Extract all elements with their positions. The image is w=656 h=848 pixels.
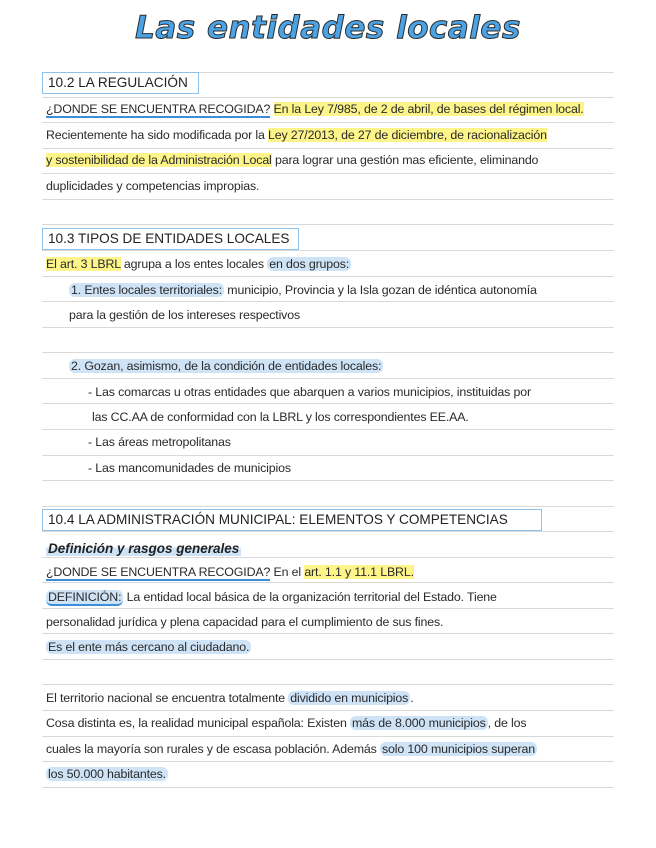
highlight-text: El art. 3 LBRL: [46, 257, 121, 271]
rule-line: [42, 761, 614, 762]
highlight-text: art. 1.1 y 11.1 LBRL.: [304, 565, 414, 579]
text-line: [46, 564, 621, 580]
page-title: Las entidades locales: [135, 10, 521, 46]
rule-line: [42, 659, 614, 660]
highlight-text: en dos grupos:: [269, 257, 350, 271]
section-heading-10-3: 10.3 TIPOS DE ENTIDADES LOCALES: [42, 228, 299, 250]
text-line: para la gestión de los intereses respectivos: [69, 308, 301, 322]
text-line: duplicidades y competencias impropias.: [46, 179, 260, 193]
text-span: municipio, Provincia y la Isla gozan de idéntica autonomía: [224, 283, 537, 297]
text-line: [46, 639, 621, 655]
rule-line: [42, 582, 614, 583]
rule-line: [42, 787, 614, 788]
text-line: [46, 741, 621, 757]
highlight-text: y sostenibilidad de la Administración Local: [46, 153, 272, 167]
bullet-item: - Las comarcas u otras entidades que abarquen a varios municipios, instituidas por: [88, 385, 531, 399]
rule-line: [42, 173, 614, 174]
rule-line: [42, 429, 614, 430]
text-span: para lograr una gestión mas eficiente, eliminando: [271, 153, 539, 167]
highlight-text: En la Ley 7/985, de 2 de abril, de bases del régimen local.: [273, 102, 584, 116]
text-line: [46, 766, 621, 782]
rule-line: [42, 480, 614, 481]
rule-line: [42, 148, 614, 149]
rule-line: [42, 710, 614, 711]
definition-label: DEFINICIÓN:: [48, 590, 122, 604]
text-span: , de los: [487, 716, 527, 730]
rule-line: [42, 557, 614, 558]
rule-line: [42, 736, 614, 737]
text-span: El territorio nacional se encuentra totalmente: [46, 691, 289, 705]
rule-line: [42, 224, 614, 225]
rule-line: [42, 684, 614, 685]
text-line: [46, 101, 621, 117]
text-span: Recientemente ha sido modificada por la: [46, 128, 268, 142]
highlight-text: solo 100 municipios superan: [382, 742, 535, 756]
list-item: [69, 358, 644, 374]
text-line: las CC.AA de conformidad con la LBRL y los correspondientes EE.AA.: [92, 410, 469, 424]
text-span: La entidad local básica de la organización territorial del Estado. Tiene: [123, 590, 497, 604]
rule-line: [42, 403, 614, 404]
text-line: [46, 127, 621, 143]
highlight-text: los 50.000 habitantes.: [48, 767, 166, 781]
question-label: ¿DONDE SE ENCUENTRA RECOGIDA?: [46, 565, 271, 579]
text-line: [46, 256, 621, 272]
highlight-text: Es el ente más cercano al ciudadano.: [48, 640, 250, 654]
text-line: [46, 690, 621, 706]
text-span: .: [410, 691, 414, 705]
rule-line: [42, 378, 614, 379]
rule-line: [42, 352, 614, 353]
list-item: [69, 282, 644, 298]
bullet-item: - Las áreas metropolitanas: [88, 435, 231, 449]
rule-line: [42, 250, 614, 251]
section-heading-10-2: 10.2 LA REGULACIÓN: [42, 72, 199, 94]
rule-line: [42, 531, 614, 532]
rule-line: [42, 608, 614, 609]
text-line: [46, 715, 621, 731]
rule-line: [42, 122, 614, 123]
rule-line: [42, 276, 614, 277]
bullet-item: - Las mancomunidades de municipios: [88, 461, 291, 475]
text-span: Cosa distinta es, la realidad municipal española: Existen: [46, 716, 350, 730]
rule-line: [42, 199, 614, 200]
section-heading-10-4: 10.4 LA ADMINISTRACIÓN MUNICIPAL: ELEMENTOS Y COMPETENCIAS: [42, 509, 542, 531]
highlight-text: dividido en municipios: [290, 691, 409, 705]
rule-line: [42, 327, 614, 328]
rule-line: [42, 301, 614, 302]
rule-line: [42, 506, 614, 507]
highlight-text: más de 8.000 municipios: [352, 716, 486, 730]
highlight-text: Ley 27/2013, de 27 de diciembre, de racionalización: [267, 128, 547, 142]
text-span: En el: [270, 565, 305, 579]
text-line: personalidad jurídica y plena capacidad para el cumplimiento de sus fines.: [46, 615, 444, 629]
rule-line: [42, 455, 614, 456]
text-span: agrupa a los entes locales: [120, 257, 268, 271]
rule-line: [42, 633, 614, 634]
highlight-text: 2. Gozan, asimismo, de la condición de entidades locales:: [71, 359, 382, 373]
highlight-text: 1. Entes locales territoriales:: [71, 283, 222, 297]
text-line: [46, 152, 621, 168]
rule-line: [42, 97, 614, 98]
question-label: ¿DONDE SE ENCUENTRA RECOGIDA?: [46, 102, 271, 116]
subheading: Definición y rasgos generales: [48, 541, 240, 556]
text-span: cuales la mayoría son rurales y de escasa población. Además: [46, 742, 380, 756]
text-line: [46, 589, 621, 605]
